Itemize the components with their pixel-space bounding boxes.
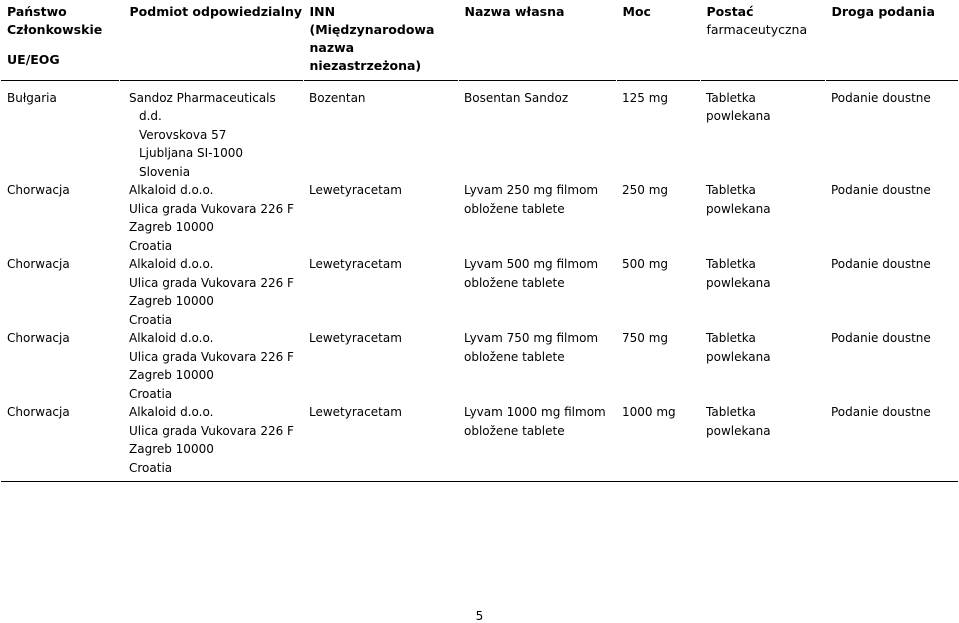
- cell-route: Podanie doustne: [831, 331, 931, 345]
- header-strength: Moc: [616, 1, 700, 80]
- table-row: [1, 255, 958, 329]
- cell-route: Podanie doustne: [831, 257, 931, 271]
- cell-form: Tabletka powlekana: [706, 183, 771, 216]
- cell-route: Podanie doustne: [831, 405, 931, 419]
- cell-country: Bułgaria: [7, 90, 57, 105]
- table-row: [1, 329, 958, 403]
- cell-strength: 1000 mg: [622, 405, 676, 419]
- cell-form: Tabletka powlekana: [706, 90, 771, 123]
- cell-inn: Lewetyracetam: [309, 405, 402, 419]
- cell-form: Tabletka powlekana: [706, 331, 771, 364]
- table-header: [1, 1, 958, 80]
- cell-country: Chorwacja: [7, 331, 70, 345]
- cell-holder: Alkaloid d.o.o. Ulica grada Vukovara 226 F Zagreb 10000 Croatia: [129, 257, 294, 327]
- cell-strength: 500 mg: [622, 257, 669, 271]
- header-inn: INN (Międzynarodowa nazwa niezastrzeżona): [303, 1, 458, 80]
- cell-route: Podanie doustne: [831, 183, 931, 197]
- header-trade-name: Nazwa własna: [458, 1, 616, 80]
- cell-inn: Bozentan: [309, 90, 366, 105]
- cell-trade-name: Lyvam 1000 mg filmom obložene tablete: [464, 405, 606, 438]
- cell-strength: 750 mg: [622, 331, 669, 345]
- cell-trade-name: Bosentan Sandoz: [464, 90, 569, 105]
- header-marketing-holder: Podmiot odpowiedzialny: [119, 1, 303, 80]
- table-row: [1, 80, 958, 181]
- cell-holder: Alkaloid d.o.o. Ulica grada Vukovara 226 F Zagreb 10000 Croatia: [129, 405, 294, 475]
- cell-form: Tabletka powlekana: [706, 405, 771, 438]
- header-route: Droga podania: [831, 4, 935, 19]
- cell-holder: Alkaloid d.o.o. Ulica grada Vukovara 226 F Zagreb 10000 Croatia: [129, 183, 294, 253]
- cell-trade-name: Lyvam 250 mg filmom obložene tablete: [464, 183, 599, 216]
- cell-inn: Lewetyracetam: [309, 331, 402, 345]
- header-pharmaceutical-form: Postać farmaceutyczna: [700, 1, 825, 80]
- table-row: [1, 403, 958, 482]
- cell-trade-name: Lyvam 750 mg filmom obložene tablete: [464, 331, 599, 364]
- table-row: [1, 181, 958, 255]
- cell-strength: 125 mg: [622, 90, 669, 105]
- cell-country: Chorwacja: [7, 257, 70, 271]
- cell-trade-name: Lyvam 500 mg filmom obložene tablete: [464, 257, 599, 290]
- cell-country: Chorwacja: [7, 405, 70, 419]
- cell-holder: Alkaloid d.o.o. Ulica grada Vukovara 226 F Zagreb 10000 Croatia: [129, 331, 294, 401]
- page-number: 5: [475, 609, 484, 623]
- cell-route: Podanie doustne: [831, 90, 931, 105]
- cell-form: Tabletka powlekana: [706, 257, 771, 290]
- cell-inn: Lewetyracetam: [309, 183, 402, 197]
- cell-inn: Lewetyracetam: [309, 257, 402, 271]
- cell-country: Chorwacja: [7, 183, 70, 197]
- header-member-state: Państwo Członkowskie UE/EOG: [1, 1, 119, 80]
- cell-holder: Sandoz Pharmaceuticals d.d. Verovskova 57 Ljubljana SI-1000 Slovenia: [129, 90, 276, 179]
- cell-strength: 250 mg: [622, 183, 669, 197]
- product-table: [1, 1, 958, 482]
